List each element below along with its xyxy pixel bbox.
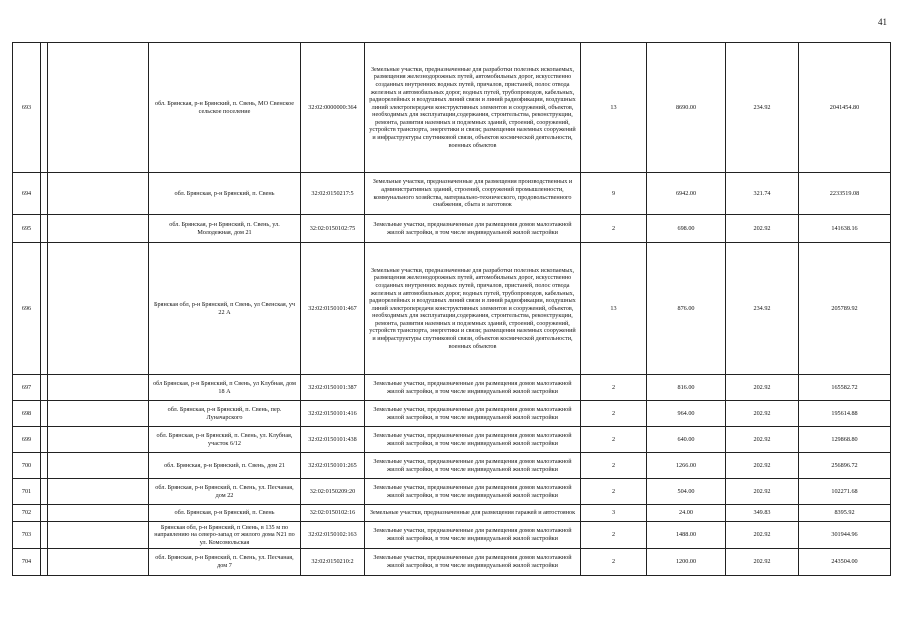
plot-address: Брянская обл, р-н Брянский, п Свень, в 135 м по направлению на северо-запад от жилого дома N21 по ул. Комсомольская (149, 522, 301, 549)
row-gap-cell (41, 173, 48, 215)
row-number: 703 (13, 522, 41, 549)
table-row (13, 549, 891, 576)
table-row (13, 505, 891, 522)
row-blank-cell (48, 505, 149, 522)
row-blank-cell (48, 243, 149, 375)
table-row (13, 173, 891, 215)
row-gap-cell (41, 401, 48, 427)
plot-area: 816.00 (647, 375, 726, 401)
land-use-purpose: Земельные участки, предназначенные для размещения домов малоэтажной жилой застройки, в том числе индивидуальной жилой застройки (365, 375, 581, 401)
land-use-purpose: Земельные участки, предназначенные для размещения домов малоэтажной жилой застройки, в том числе индивидуальной жилой застройки (365, 522, 581, 549)
cadastral-number: 32:02:0150101:265 (301, 453, 365, 479)
plot-area: 8690.00 (647, 43, 726, 173)
row-blank-cell (48, 522, 149, 549)
row-blank-cell (48, 173, 149, 215)
cadastral-number: 32:02:0150101:387 (301, 375, 365, 401)
land-use-group-code: 13 (581, 43, 647, 173)
row-number: 702 (13, 505, 41, 522)
plot-address: обл Брянская, р-н Брянский, п Свень, ул Клубная, дом 18 А (149, 375, 301, 401)
land-use-purpose: Земельные участки, предназначенные для размещения производственных и административных зданий, строений, сооружений промышленности, коммунального хозяйства, материально-технического, продовольственного снабжения, сбыта и заготовок (365, 173, 581, 215)
land-use-purpose: Земельные участки, предназначенные для размещения домов малоэтажной жилой застройки, в том числе индивидуальной жилой застройки (365, 401, 581, 427)
cadastral-value: 102271.68 (799, 479, 891, 505)
row-gap-cell (41, 522, 48, 549)
row-number: 693 (13, 43, 41, 173)
land-use-group-code: 2 (581, 427, 647, 453)
table-row (13, 43, 891, 173)
table-row (13, 375, 891, 401)
row-gap-cell (41, 427, 48, 453)
cadastral-rate: 349.83 (726, 505, 799, 522)
cadastral-value: 2041454.80 (799, 43, 891, 173)
page-number: 41 (878, 17, 887, 27)
row-blank-cell (48, 43, 149, 173)
row-blank-cell (48, 401, 149, 427)
plot-area: 1266.00 (647, 453, 726, 479)
cadastral-rate: 234.92 (726, 43, 799, 173)
plot-address: обл. Брянская, р-н Брянский, п. Свень, ул. Клубная, участок 6/12 (149, 427, 301, 453)
plot-address: обл. Брянская, р-н Брянский, п. Свень, ул. Песчаная, дом 22 (149, 479, 301, 505)
cadastral-value: 8395.92 (799, 505, 891, 522)
row-blank-cell (48, 479, 149, 505)
table-row (13, 215, 891, 243)
row-gap-cell (41, 215, 48, 243)
land-use-purpose: Земельные участки, предназначенные для размещения домов малоэтажной жилой застройки, в том числе индивидуальной жилой застройки (365, 427, 581, 453)
cadastral-number: 32:02:0150101:438 (301, 427, 365, 453)
land-use-purpose: Земельные участки, предназначенные для размещения гаражей и автостоянок (365, 505, 581, 522)
cadastral-rate: 234.92 (726, 243, 799, 375)
row-number: 700 (13, 453, 41, 479)
land-use-group-code: 2 (581, 401, 647, 427)
land-use-group-code: 2 (581, 453, 647, 479)
plot-area: 698.00 (647, 215, 726, 243)
cadastral-rate: 202.92 (726, 375, 799, 401)
cadastral-number: 32:02:0150102:16 (301, 505, 365, 522)
cadastral-number: 32:02:0150102:75 (301, 215, 365, 243)
cadastral-rate: 321.74 (726, 173, 799, 215)
cadastral-value: 2233519.08 (799, 173, 891, 215)
plot-address: обл. Брянская, р-н Брянский, п. Свень, ул. Молодежная, дом 21 (149, 215, 301, 243)
row-number: 698 (13, 401, 41, 427)
land-use-purpose: Земельные участки, предназначенные для разработки полезных ископаемых, размещения железнодорожных путей, автомобильных дорог, искусственно созданных внутренних водных путей, причалов, пристаней, полос отвода железных и автомобильных дорог, водных путей, трубопроводов, кабельных, радиорелейных и воздушных линий связи и линий радиофикации, воздушных линий электропередачи конструктивных элементов и сооружений, объектов, необходимых для эксплуатации,содержания, строительства, реконструкции, ремонта, развития наземных и подземных зданий, строений, сооружений, устройств транспорта, энергетики и связи; размещения наземных сооружений и инфраструктуры спутниковой связи, объектов космической деятельности, военных объектов (365, 43, 581, 173)
cadastral-rate: 202.92 (726, 453, 799, 479)
row-blank-cell (48, 375, 149, 401)
plot-address: обл. Брянская, р-н Брянский, п. Свень, дом 21 (149, 453, 301, 479)
plot-address: обл. Брянская, р-н Брянский, п. Свень, ул. Песчаная, дом 7 (149, 549, 301, 576)
land-use-group-code: 2 (581, 375, 647, 401)
plot-area: 6942.00 (647, 173, 726, 215)
row-gap-cell (41, 43, 48, 173)
row-number: 695 (13, 215, 41, 243)
row-number: 704 (13, 549, 41, 576)
land-use-group-code: 9 (581, 173, 647, 215)
cadastral-value: 243504.00 (799, 549, 891, 576)
row-gap-cell (41, 549, 48, 576)
table-row (13, 522, 891, 549)
land-use-group-code: 2 (581, 549, 647, 576)
row-blank-cell (48, 215, 149, 243)
table-row (13, 243, 891, 375)
row-number: 701 (13, 479, 41, 505)
land-plots-table (12, 42, 891, 576)
cadastral-rate: 202.92 (726, 549, 799, 576)
land-use-group-code: 2 (581, 479, 647, 505)
cadastral-rate: 202.92 (726, 479, 799, 505)
plot-area: 504.00 (647, 479, 726, 505)
cadastral-value: 301944.96 (799, 522, 891, 549)
table-row (13, 453, 891, 479)
cadastral-number: 32:02:0000000:364 (301, 43, 365, 173)
cadastral-value: 129868.80 (799, 427, 891, 453)
plot-address: обл. Брянская, р-н Брянский, п. Свень (149, 173, 301, 215)
row-gap-cell (41, 375, 48, 401)
plot-area: 964.00 (647, 401, 726, 427)
row-blank-cell (48, 453, 149, 479)
cadastral-rate: 202.92 (726, 427, 799, 453)
cadastral-number: 32:02:0150217:5 (301, 173, 365, 215)
cadastral-rate: 202.92 (726, 522, 799, 549)
cadastral-value: 165582.72 (799, 375, 891, 401)
land-use-group-code: 3 (581, 505, 647, 522)
cadastral-number: 32:02:0150209:20 (301, 479, 365, 505)
row-gap-cell (41, 453, 48, 479)
plot-area: 1488.00 (647, 522, 726, 549)
land-use-purpose: Земельные участки, предназначенные для размещения домов малоэтажной жилой застройки, в том числе индивидуальной жилой застройки (365, 479, 581, 505)
plot-address: обл. Брянская, р-н Брянский, п. Свень, пер. Луначарского (149, 401, 301, 427)
cadastral-rate: 202.92 (726, 215, 799, 243)
plot-address: обл. Брянская, р-н Брянский, п. Свень (149, 505, 301, 522)
cadastral-number: 32:02:0150101:467 (301, 243, 365, 375)
land-use-purpose: Земельные участки, предназначенные для разработки полезных ископаемых, размещения железнодорожных путей, автомобильных дорог, искусственно созданных внутренних водных путей, причалов, пристаней, полос отвода железных и автомобильных дорог, водных путей, трубопроводов, кабельных, радиорелейных и воздушных линий связи и линий радиофикации, воздушных линий электропередачи конструктивных элементов и сооружений, объектов, необходимых для эксплуатации,содержания, строительства, реконструкции, ремонта, развития наземных и подземных зданий, строений, сооружений, устройств транспорта, энергетики и связи; размещения наземных сооружений и инфраструктуры спутниковой связи, объектов космической деятельности, военных объектов (365, 243, 581, 375)
row-gap-cell (41, 243, 48, 375)
row-number: 699 (13, 427, 41, 453)
land-use-purpose: Земельные участки, предназначенные для размещения домов малоэтажной жилой застройки, в том числе индивидуальной жилой застройки (365, 215, 581, 243)
row-number: 697 (13, 375, 41, 401)
row-blank-cell (48, 427, 149, 453)
cadastral-number: 32:02:0150102:163 (301, 522, 365, 549)
cadastral-value: 195614.88 (799, 401, 891, 427)
cadastral-rate: 202.92 (726, 401, 799, 427)
plot-area: 640.00 (647, 427, 726, 453)
plot-address: Брянская обл, р-н Брянский, п Свень, ул Свенская, уч 22 А (149, 243, 301, 375)
plot-area: 24.00 (647, 505, 726, 522)
table-row (13, 427, 891, 453)
land-use-purpose: Земельные участки, предназначенные для размещения домов малоэтажной жилой застройки, в том числе индивидуальной жилой застройки (365, 549, 581, 576)
land-use-purpose: Земельные участки, предназначенные для размещения домов малоэтажной жилой застройки, в том числе индивидуальной жилой застройки (365, 453, 581, 479)
cadastral-value: 256896.72 (799, 453, 891, 479)
cadastral-number: 32:02:0150101:416 (301, 401, 365, 427)
row-gap-cell (41, 505, 48, 522)
row-gap-cell (41, 479, 48, 505)
plot-area: 876.00 (647, 243, 726, 375)
row-number: 694 (13, 173, 41, 215)
table-row (13, 401, 891, 427)
row-blank-cell (48, 549, 149, 576)
cadastral-number: 32:02:0150210:2 (301, 549, 365, 576)
land-use-group-code: 2 (581, 522, 647, 549)
plot-address: обл. Брянская, р-н Брянский, п. Свень, МО Свенское сельское поселение (149, 43, 301, 173)
land-use-group-code: 2 (581, 215, 647, 243)
cadastral-value: 205789.92 (799, 243, 891, 375)
row-number: 696 (13, 243, 41, 375)
plot-area: 1200.00 (647, 549, 726, 576)
land-use-group-code: 13 (581, 243, 647, 375)
cadastral-value: 141638.16 (799, 215, 891, 243)
table-row (13, 479, 891, 505)
